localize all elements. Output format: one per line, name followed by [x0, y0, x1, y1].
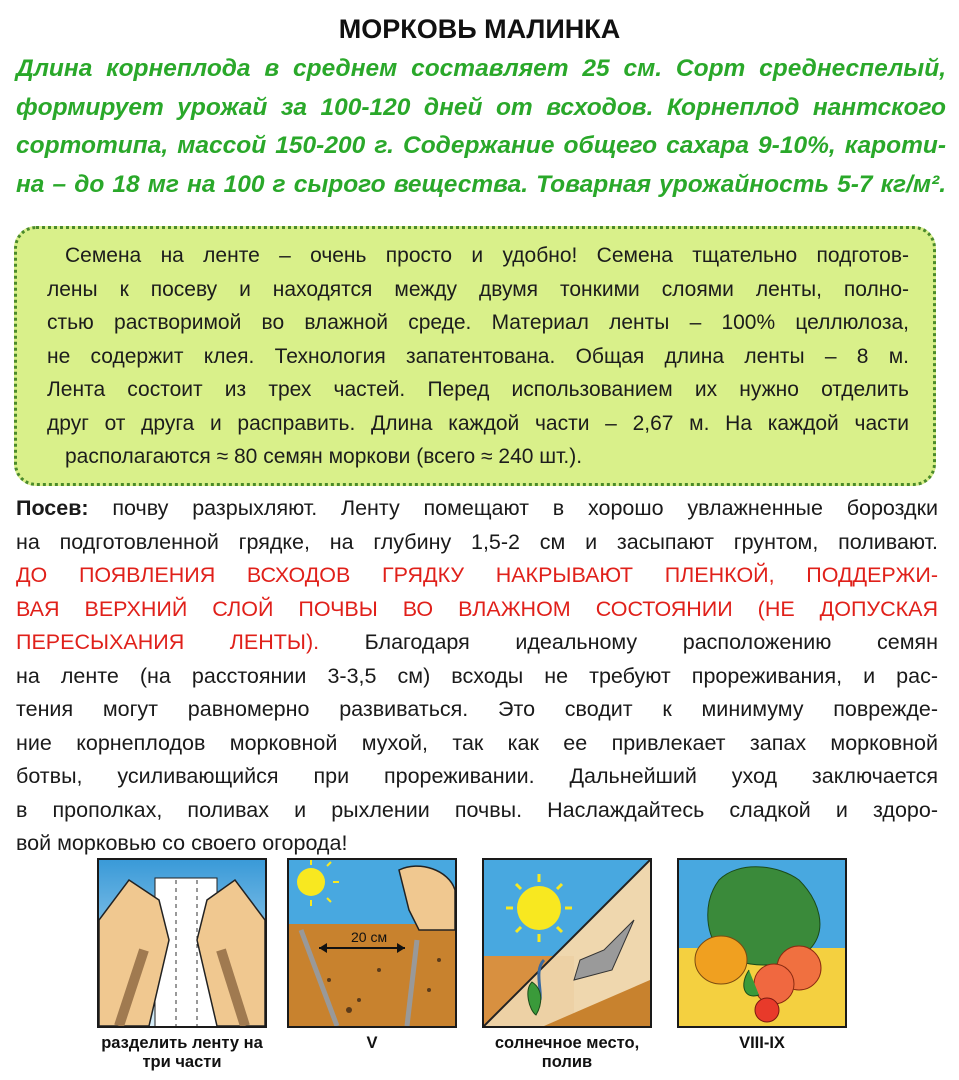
tape-line: стью растворимой во влажной среде. Материал ленты – 100% целлюлоза, — [47, 311, 909, 334]
step-sowing — [287, 858, 457, 1053]
description-line: Длина корнеплода в среднем составляет 25 см. Сорт среднеспелый, — [16, 55, 946, 82]
description-line: на – до 18 мг на 100 г сырого вещества. Товарная урожайность 5-7 кг/м². — [16, 170, 946, 198]
sowing-line: на ленте (на расстоянии 3-3,5 см) всходы не требуют прореживания, и рас- — [16, 663, 938, 688]
description-line: формирует урожай за 100-120 дней от всходов. Корнеплод нантского — [16, 93, 946, 121]
warning-text: ПЕРЕСЫХАНИЯ ЛЕНТЫ). — [16, 630, 320, 654]
step-caption: солнечное место, полив — [494, 1034, 640, 1071]
sowing-line: ботвы, усиливающийся при прореживании. Дальнейший уход заключается — [16, 764, 938, 788]
sowing-line: в прополках, поливах и рыхлении почвы. Наслаждайтесь сладкой и здоро- — [16, 797, 938, 822]
description-line: сортотипа, массой 150-200 г. Содержание общего сахара 9-10%, кароти- — [16, 132, 946, 159]
product-title: МОРКОВЬ МАЛИНКА — [338, 14, 621, 44]
tape-line: не содержит клея. Технология запатентована. Общая длина ленты – 8 м. — [47, 344, 909, 368]
sowing-label: Посев: — [16, 496, 89, 520]
sowing-line: тения могут равномерно развиваться. Это сводит к минимуму поврежде- — [16, 697, 938, 721]
sowing-line: ПЕРЕСЫХАНИЯ ЛЕНТЫ). Благодаря идеальному расположению семян — [16, 630, 938, 654]
tape-line: располагаются ≈ 80 семян моркови (всего ≈ 240 шт.). — [65, 445, 583, 468]
step-caption: разделить ленту на три части — [101, 1034, 263, 1071]
seed-tape-info-box — [14, 226, 936, 486]
step-sun-water — [482, 858, 652, 1072]
tape-line: друг от друга и расправить. Длина каждой части – 2,67 м. На каждой части — [47, 411, 909, 435]
sowing-line: вой морковью со своего огорода! — [16, 831, 348, 855]
sowing-line: на подготовленной грядке, на глубину 1,5-2 см и засыпают грунтом, поливают. — [16, 529, 938, 554]
step-harvest — [677, 858, 847, 1053]
tape-line: лены к посеву и находятся между двумя тонкими слоями ленты, полно- — [47, 277, 909, 301]
tape-line: Семена на ленте – очень просто и удобно! Семена тщательно подготов- — [65, 244, 909, 267]
tape-line: Лента состоит из трех частей. Перед использованием их нужно отделить — [47, 378, 909, 401]
warning-line: ВАЯ ВЕРХНИЙ СЛОЙ ПОЧВЫ ВО ВЛАЖНОМ СОСТОЯНИИ (НЕ ДОПУСКАЯ — [16, 596, 938, 621]
sowing-instructions — [16, 492, 938, 861]
step-caption: VIII-IX — [739, 1034, 785, 1052]
warning-line: ДО ПОЯВЛЕНИЯ ВСХОДОВ ГРЯДКУ НАКРЫВАЮТ ПЛЕНКОЙ, ПОДДЕРЖИ- — [16, 563, 938, 587]
harvest-vegetables-icon — [677, 858, 847, 1028]
step-split-tape — [97, 858, 267, 1072]
step-caption: V — [366, 1034, 378, 1052]
sowing-line: ние корнеплодов морковной мухой, так как ее привлекает запах морковной — [16, 730, 938, 755]
instruction-pictograms — [97, 858, 867, 1071]
sowing-line: Посев: почву разрыхляют. Ленту помещают в хорошо увлажненные бороздки — [16, 496, 938, 520]
sowing-furrow-icon — [287, 858, 457, 1028]
hands-splitting-tape-icon — [97, 858, 267, 1028]
distance-label: 20 см — [351, 929, 388, 945]
variety-description — [16, 50, 946, 204]
sun-watering-icon — [482, 858, 652, 1028]
